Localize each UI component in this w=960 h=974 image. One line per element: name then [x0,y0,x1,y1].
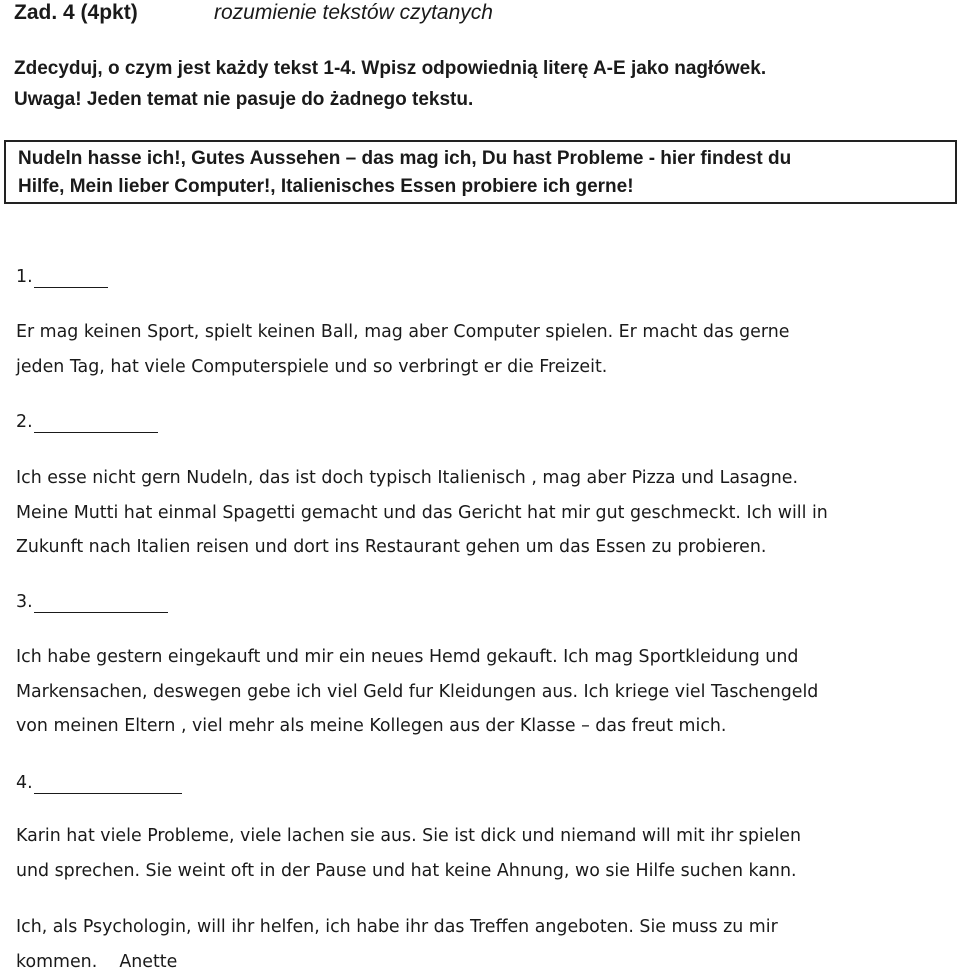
text-2-number: 2. [16,412,33,432]
text-1-line-1: Er mag keinen Sport, spielt keinen Ball, mag aber Computer spielen. Er macht das gerne [16,322,790,342]
task-number: Zad. 4 (4pkt) [14,1,138,24]
text-2-line-2: Meine Mutti hat einmal Spagetti gemacht und das Gericht hat mir gut geschmeckt. Ich will in [16,503,828,523]
text-2-line-3: Zukunft nach Italien reisen und dort ins Restaurant gehen um das Essen zu probieren. [16,537,767,557]
text-2-answer-blank[interactable] [34,432,158,433]
text-4-number: 4. [16,773,33,793]
text-4-line-2: und sprechen. Sie weint oft in der Pause und hat keine Ahnung, wo sie Hilfe suchen kann. [16,861,797,881]
headings-line-2: Hilfe, Mein lieber Computer!, Italienisches Essen probiere ich gerne! [18,176,634,197]
text-3-number: 3. [16,592,33,612]
text-2-line-1: Ich esse nicht gern Nudeln, das ist doch typisch Italienisch , mag aber Pizza und Lasagne. [16,468,798,488]
instruction-line-1: Zdecyduj, o czym jest każdy tekst 1-4. Wpisz odpowiednią literę A-E jako nagłówek. [14,58,767,79]
text-3-line-3: von meinen Eltern , viel mehr als meine Kollegen aus der Klasse – das freut mich. [16,716,727,736]
headings-line-1: Nudeln hasse ich!, Gutes Aussehen – das mag ich, Du hast Probleme - hier findest du [18,148,792,169]
text-3-line-2: Markensachen, deswegen gebe ich viel Geld fur Kleidungen aus. Ich kriege viel Taschengeld [16,682,819,702]
text-4-line-4: kommen. Anette [16,952,178,972]
text-1-line-2: jeden Tag, hat viele Computerspiele und so verbringt er die Freizeit. [16,357,608,377]
task-topic: rozumienie tekstów czytanych [214,1,493,24]
text-4-line-3: Ich, als Psychologin, will ihr helfen, ich habe ihr das Treffen angeboten. Sie muss zu mir [16,917,778,937]
text-4-answer-blank[interactable] [34,793,182,794]
headings-box [4,140,957,204]
text-1-number: 1. [16,267,33,287]
text-3-answer-blank[interactable] [34,612,168,613]
text-1-answer-blank[interactable] [34,287,108,288]
text-4-line-1: Karin hat viele Probleme, viele lachen sie aus. Sie ist dick und niemand will mit ihr spielen [16,826,801,846]
instruction-line-2: Uwaga! Jeden temat nie pasuje do żadnego tekstu. [14,89,474,110]
task-header [14,0,493,26]
text-3-line-1: Ich habe gestern eingekauft und mir ein neues Hemd gekauft. Ich mag Sportkleidung und [16,647,799,667]
